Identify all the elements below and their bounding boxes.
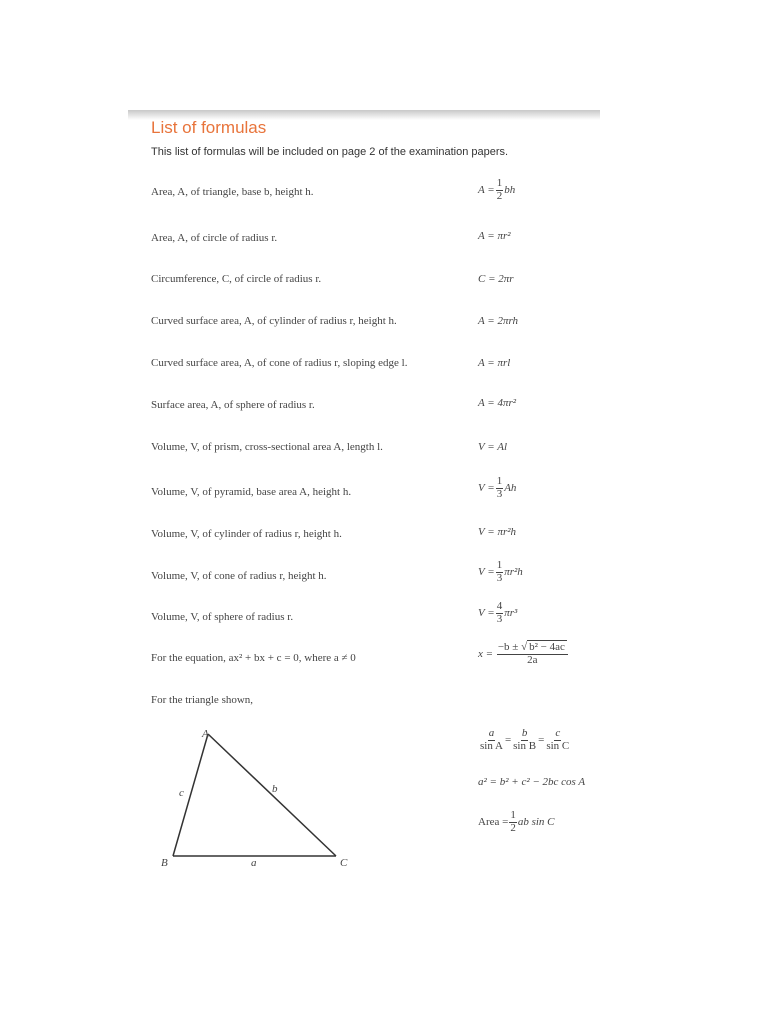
formula-desc-sphere-volume: Volume, V, of sphere of radius r.: [151, 611, 294, 623]
fraction: [496, 560, 504, 584]
formula-rhs: πr²h: [504, 566, 523, 579]
formula-lhs: x =: [478, 648, 494, 661]
fraction: [497, 642, 568, 666]
formula-desc-cylinder-surface: Curved surface area, A, of cylinder of radius r, height h.: [151, 315, 397, 327]
side-c-label: c: [179, 787, 184, 799]
formula-rhs: ab sin C: [517, 816, 555, 829]
formula-triangle-area: [478, 178, 515, 202]
fraction-numerator: 1: [496, 559, 503, 571]
formula-sphere-surface: A = 4πr²: [478, 397, 517, 409]
formula-lhs: V =: [478, 566, 495, 579]
fraction-numerator: 1: [496, 475, 503, 487]
formula-cylinder-volume: V = πr²h: [478, 526, 517, 538]
vertex-c-label: C: [340, 857, 348, 869]
formula-prism-volume: V = Al: [478, 441, 508, 453]
fraction-numerator: 1: [496, 177, 503, 189]
fraction-denominator: sin C: [546, 739, 570, 752]
page-subtitle: This list of formulas will be included on page 2 of the examination papers.: [151, 146, 509, 158]
formula-lhs: Area =: [478, 816, 509, 829]
fraction-denominator: sin A: [480, 739, 503, 752]
formula-cone-surface: A = πrl: [478, 357, 511, 369]
fraction-numerator: 1: [510, 809, 516, 821]
fraction-numerator: [497, 642, 568, 655]
formula-lhs: V =: [478, 482, 495, 495]
fraction-numerator: 4: [496, 600, 503, 612]
fraction: [496, 476, 504, 500]
sqrt-symbol: √: [521, 641, 528, 653]
fraction: [496, 178, 504, 202]
formula-desc-prism-volume: Volume, V, of prism, cross-sectional area A, length l.: [151, 441, 383, 453]
equals-sign: =: [538, 734, 545, 747]
formula-lhs: V =: [478, 607, 495, 620]
fraction-denominator: sin B: [513, 739, 537, 752]
triangle-area-rule: [478, 810, 555, 834]
fraction-denominator: 2a: [527, 653, 538, 666]
formula-desc-circumference: Circumference, C, of circle of radius r.: [151, 273, 322, 285]
vertex-b-label: B: [161, 857, 168, 869]
equals-sign: =: [504, 734, 512, 747]
formula-desc-sphere-surface: Surface area, A, of sphere of radius r.: [151, 399, 315, 411]
fraction-denominator: 3: [496, 612, 503, 625]
quadratic-radicand: b² − 4ac: [529, 641, 565, 653]
formula-circumference: C = 2πr: [478, 273, 514, 285]
sine-rule: [478, 728, 571, 752]
fraction: [512, 728, 537, 752]
fraction-numerator: a: [488, 727, 495, 739]
formula-lhs: A =: [478, 184, 495, 197]
quadratic-numerator-left: −b ±: [497, 641, 522, 653]
fraction: [496, 601, 504, 625]
formula-desc-circle-area: Area, A, of circle of radius r.: [151, 232, 278, 244]
vertex-a-label: A: [202, 728, 209, 740]
formula-cone-volume: [478, 560, 523, 584]
side-b-line: [208, 734, 336, 856]
triangle-intro: For the triangle shown,: [151, 694, 254, 706]
side-b-label: b: [272, 783, 278, 795]
formula-rhs: bh: [504, 184, 516, 197]
formula-desc-cone-volume: Volume, V, of cone of radius r, height h.: [151, 570, 327, 582]
formula-desc-quadratic: For the equation, ax² + bx + c = 0, where a ≠ 0: [151, 652, 356, 664]
formula-cylinder-surface: A = 2πrh: [478, 315, 519, 327]
fraction-denominator: 2: [510, 821, 516, 834]
formula-desc-triangle-area: Area, A, of triangle, base b, height h.: [151, 186, 314, 198]
fraction: [545, 728, 570, 752]
fraction-denominator: 2: [496, 189, 503, 202]
cosine-rule: a² = b² + c² − 2bc cos A: [478, 776, 586, 788]
formula-desc-pyramid-volume: Volume, V, of pyramid, base area A, height h.: [151, 486, 352, 498]
formula-desc-cone-surface: Curved surface area, A, of cone of radius r, sloping edge l.: [151, 357, 408, 369]
formula-rhs: Ah: [504, 482, 517, 495]
page-title: List of formulas: [151, 118, 267, 137]
fraction-denominator: 3: [496, 571, 503, 584]
formula-circle-area: A = πr²: [478, 230, 511, 242]
fraction: [509, 810, 517, 834]
formula-desc-cylinder-volume: Volume, V, of cylinder of radius r, height h.: [151, 528, 342, 540]
formula-quadratic: [478, 642, 569, 666]
formula-rhs: πr³: [504, 607, 518, 620]
fraction-numerator: c: [555, 727, 561, 739]
fraction: [479, 728, 504, 752]
fraction-numerator: b: [521, 727, 528, 739]
fraction-denominator: 3: [496, 487, 503, 500]
triangle-diagram: [150, 722, 360, 872]
formula-sphere-volume: [478, 601, 517, 625]
formula-pyramid-volume: [478, 476, 516, 500]
side-a-label: a: [251, 857, 257, 869]
